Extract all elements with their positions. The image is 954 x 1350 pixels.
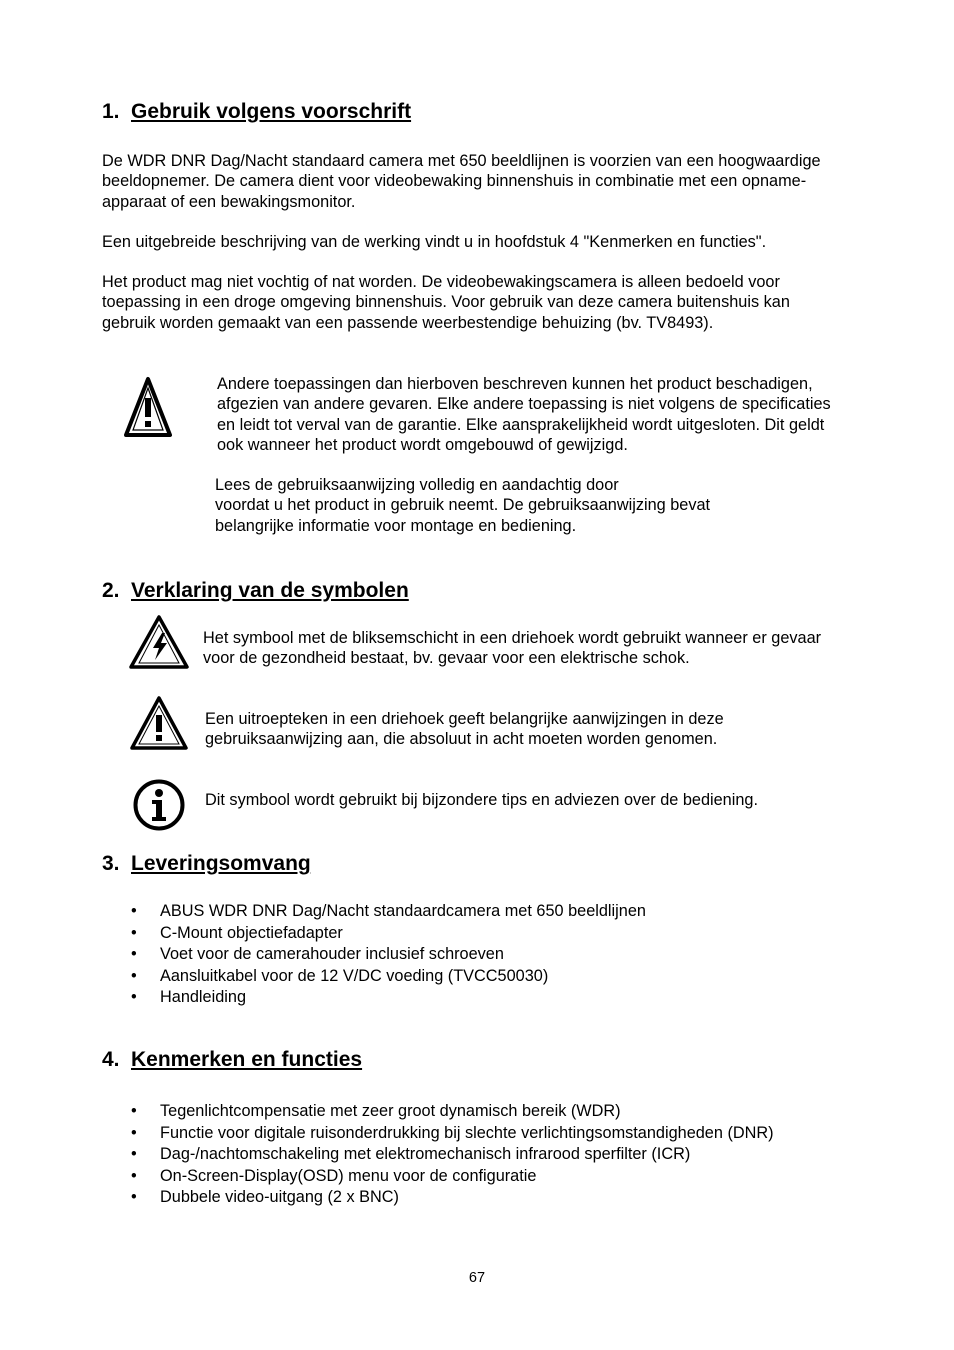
text-line: apparaat of een bewakingsmonitor. [102,192,356,211]
exclamation-triangle-icon [130,696,188,750]
text-line: ook wanneer het product wordt omgebouwd of gewijzigd. [217,436,628,455]
section-3-heading [102,852,311,876]
info-circle-icon [132,778,186,832]
list-item: • C-Mount objectiefadapter [128,923,646,945]
bullet: • [131,1123,137,1142]
bullet: • [131,966,137,985]
text-line: voordat u het product in gebruik neemt. De gebruiksaanwijzing bevat [215,496,711,515]
section-title: Verklaring van de symbolen [131,579,409,602]
text-line: gebruiksaanwijzing aan, die absoluut in acht moeten worden genomen. [205,730,718,749]
text-line: Het symbool met de bliksemschicht in een driehoek wordt gebruikt wanneer er gevaar [203,629,822,647]
bullet: • [131,1145,137,1163]
paragraph-moisture [102,272,790,333]
text-line: Het product mag niet vochtig of nat worden. De videobewakingscamera is alleen bedoeld voor [102,273,780,291]
warning-text [217,374,831,456]
lightning-triangle-icon [129,615,189,669]
bullet: • [131,923,137,942]
list-item: • On-Screen-Display(OSD) menu voor de configuratie [128,1166,774,1188]
section-number: 3. [102,852,120,875]
section-title: Gebruik volgens voorschrift [131,100,412,123]
list-item: • Voet voor de camerahouder inclusief schroeven [128,944,646,966]
read-manual-text [215,475,710,536]
list-item: • Aansluitkabel voor de 12 V/DC voeding (TVCC50030) [128,966,646,988]
section-title: Kenmerken en functies [131,1048,363,1071]
text-line: voor de gezondheid bestaat, bv. gevaar voor een elektrische schok. [203,649,690,668]
list-item: • Tegenlichtcompensatie met zeer groot dynamisch bereik (WDR) [128,1101,774,1123]
text-line: beeldopnemer. De camera dient voor videobewaking binnenshuis in combinatie met een opname- [102,172,807,191]
section-title: Leveringsomvang [131,852,311,875]
text-line: Dit symbool wordt gebruikt bij bijzondere tips en adviezen over de bediening. [205,791,758,809]
list-item: • ABUS WDR DNR Dag/Nacht standaardcamera met 650 beeldlijnen [128,901,646,923]
bullet: • [131,945,137,963]
paragraph-reference [102,232,766,252]
page-number: 67 [468,1270,486,1286]
symbol-exclamation-text [205,709,724,750]
symbol-lightning-text [203,628,821,669]
bullet: • [131,1102,137,1120]
delivery-list [128,901,646,1009]
exclamation-triangle-icon [124,376,172,438]
bullet: • [131,1166,137,1185]
bullet: • [131,1188,137,1206]
list-item: • Dubbele video-uitgang (2 x BNC) [128,1187,774,1209]
section-2-heading [102,579,409,603]
bullet: • [131,988,137,1006]
list-item: • Handleiding [128,987,646,1009]
text-line: Een uitroepteken in een driehoek geeft belangrijke aanwijzingen in deze [205,710,724,728]
text-line: en leidt tot verval van de garantie. Elke aansprakelijkheid wordt uitgesloten. Dit geldt [217,415,825,434]
section-4-heading [102,1048,362,1072]
text-line: belangrijke informatie voor montage en bediening. [215,516,577,535]
symbol-info-text [205,790,758,810]
paragraph-intro [102,151,821,212]
section-number: 1. [102,100,120,123]
list-item: • Dag-/nachtomschakeling met elektromechanisch infrarood sperfilter (ICR) [128,1144,774,1166]
text-line: toepassing in een droge omgeving binnenshuis. Voor gebruik van deze camera buitenshuis kan [102,293,790,312]
text-line: Lees de gebruiksaanwijzing volledig en aandachtig door [215,476,619,494]
text-line: Een uitgebreide beschrijving van de werking vindt u in hoofdstuk 4 "Kenmerken en functies". [102,233,767,251]
text-line: Andere toepassingen dan hierboven beschreven kunnen het product beschadigen, [217,375,813,393]
text-line: gebruik worden gemaakt van een passende weerbestendige behuizing (bv. TV8493). [102,313,714,332]
section-number: 4. [102,1048,120,1071]
bullet: • [131,902,137,920]
features-list [128,1101,774,1209]
section-1-heading [102,100,411,124]
list-item: • Functie voor digitale ruisonderdrukking bij slechte verlichtingsomstandigheden (DNR) [128,1123,774,1145]
text-line: De WDR DNR Dag/Nacht standaard camera met 650 beeldlijnen is voorzien van een hoogwaardige [102,152,821,170]
text-line: afgezien van andere gevaren. Elke andere toepassing is niet volgens de specificaties [217,395,831,414]
section-number: 2. [102,579,120,602]
